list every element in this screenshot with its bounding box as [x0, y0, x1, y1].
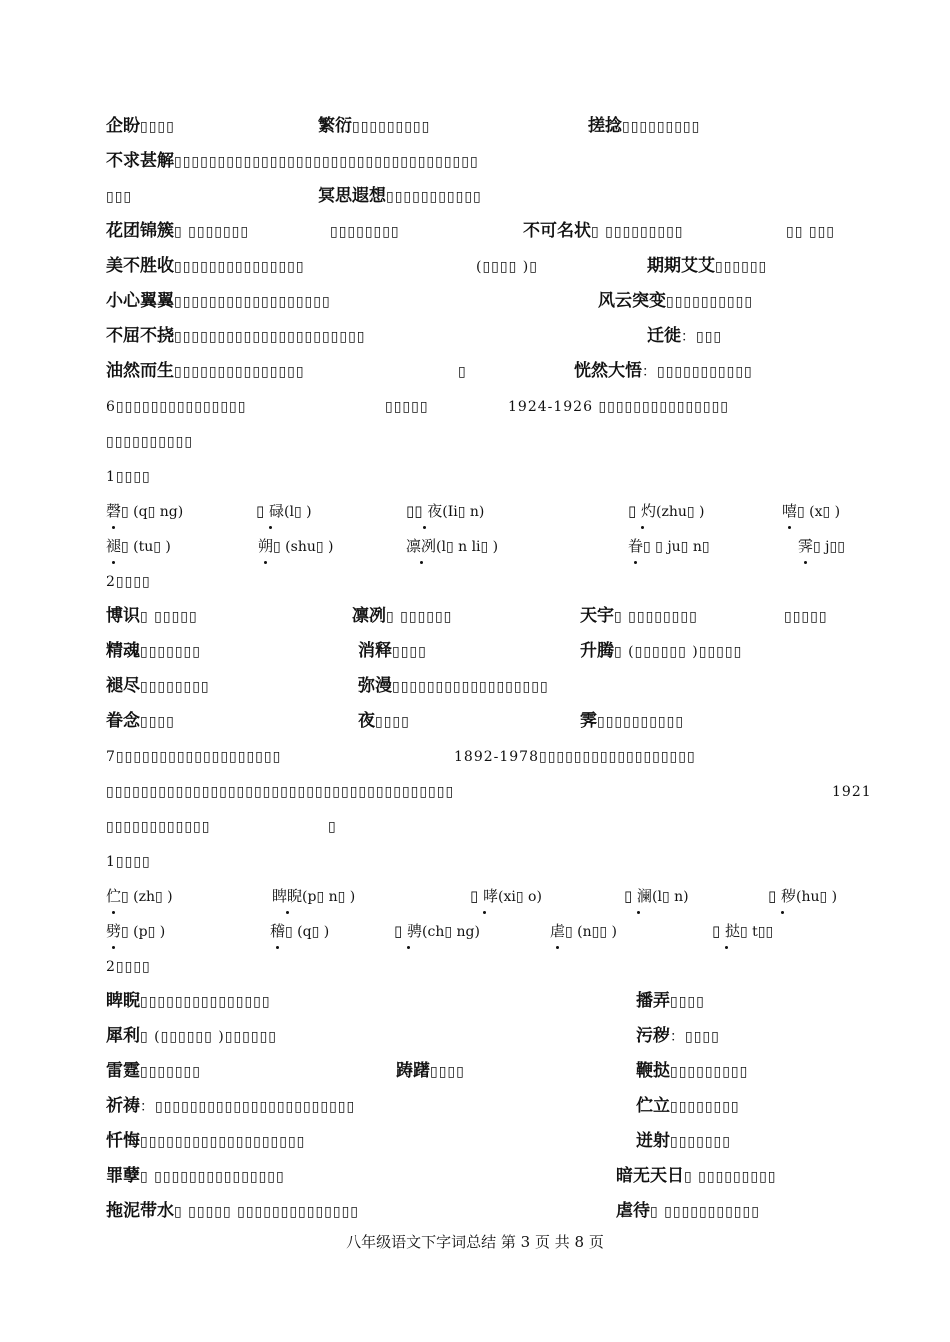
- vocabulary-term: 踌躇: [396, 1061, 430, 1081]
- definition-text: 7▯▯▯▯▯▯▯▯▯▯▯▯▯▯▯▯▯▯▯: [106, 749, 282, 765]
- definition-text: ▯▯▯▯▯▯▯▯▯▯▯▯▯▯▯: [174, 364, 305, 380]
- pinyin: (xi▯ o): [498, 889, 542, 905]
- text-segment: [385, 391, 429, 422]
- annotated-character: ▯ 哮: [470, 881, 498, 911]
- vocabulary-entry: [106, 1021, 277, 1052]
- vocabulary-term: 油然而生: [106, 361, 174, 381]
- text-line: [0, 601, 950, 631]
- definition-text: ▯▯▯▯▯▯▯▯: [330, 224, 400, 240]
- pronunciation-entry: [550, 916, 617, 947]
- definition-text: ▯▯▯▯▯▯▯▯▯: [352, 119, 431, 135]
- pinyin: (zhu▯ ): [656, 504, 705, 520]
- pinyin: (ch▯ ng): [422, 924, 480, 940]
- text-line: [0, 811, 950, 841]
- pronunciation-entry: [768, 881, 837, 912]
- pronunciation-entry: [798, 531, 845, 562]
- pronunciation-entry: [258, 531, 333, 562]
- text-line: [0, 1021, 950, 1051]
- pronunciation-entry: [712, 916, 773, 947]
- pronunciation-entry: [106, 916, 165, 947]
- vocabulary-term: 播弄: [636, 991, 670, 1011]
- definition-text: ：▯▯▯▯▯▯▯▯▯▯▯: [642, 364, 753, 380]
- text-line: [0, 356, 950, 386]
- annotated-character: 眷: [628, 531, 643, 561]
- text-segment: [454, 741, 696, 772]
- vocabulary-entry: [636, 1126, 731, 1157]
- text-line: [0, 951, 950, 981]
- definition-text: ▯▯▯▯: [430, 1064, 465, 1080]
- vocabulary-term: 凛冽: [352, 606, 386, 626]
- definition-text: ▯▯▯▯▯▯▯▯▯▯▯▯▯▯▯: [174, 259, 305, 275]
- vocabulary-entry: [106, 286, 331, 317]
- text-segment: [106, 181, 132, 212]
- definition-text: ▯▯▯▯▯▯: [715, 259, 768, 275]
- definition-text: ▯▯▯: [106, 189, 133, 205]
- vocabulary-term: 拖泥带水: [106, 1201, 174, 1221]
- pronunciation-entry: [106, 531, 171, 562]
- vocabulary-entry: [106, 636, 201, 667]
- vocabulary-entry: [616, 1161, 777, 1192]
- annotated-character: ▯ 灼: [628, 496, 656, 526]
- vocabulary-entry: [106, 111, 175, 142]
- pinyin: ▯ j▯▯: [813, 539, 845, 555]
- page-footer: 八年级语文下字词总结 第 3 页 共 8 页: [346, 1233, 604, 1251]
- vocabulary-entry: [636, 986, 705, 1017]
- definition-text: ▯ ▯▯▯▯▯▯: [386, 609, 453, 625]
- vocabulary-entry: [318, 111, 430, 142]
- definition-text: ▯: [458, 364, 467, 380]
- text-segment: [476, 251, 538, 282]
- pronunciation-entry: [406, 496, 484, 527]
- vocabulary-term: 弥漫: [358, 676, 392, 696]
- text-line: [0, 1091, 950, 1121]
- vocabulary-term: 期期艾艾: [647, 256, 715, 276]
- definition-text: 2▯▯▯▯: [106, 959, 151, 975]
- definition-text: ▯▯▯▯▯: [385, 399, 429, 415]
- definition-text: (▯▯▯▯ )▯: [476, 259, 538, 275]
- definition-text: ▯▯▯▯▯▯▯▯▯▯▯▯▯▯▯▯▯▯: [392, 679, 549, 695]
- pinyin: ▯ (p▯ ): [121, 924, 166, 940]
- definition-text: ▯▯ ▯▯▯: [786, 224, 835, 240]
- pinyin: ▯ (tu▯ ): [121, 539, 171, 555]
- pinyin: (l▯ n): [652, 889, 689, 905]
- definition-text: ▯ ▯▯▯▯▯ ▯▯▯▯▯▯▯▯▯▯▯▯▯▯: [174, 1204, 359, 1220]
- pinyin: ▯ (shu▯ ): [273, 539, 334, 555]
- text-segment: [106, 846, 151, 877]
- pronunciation-entry: [394, 916, 480, 947]
- text-line: [0, 531, 950, 561]
- pronunciation-entry: [106, 881, 173, 912]
- definition-text: ▯ ▯▯▯▯▯▯▯▯▯: [591, 224, 684, 240]
- vocabulary-term: 霁: [580, 711, 597, 731]
- pronunciation-entry: [406, 531, 498, 562]
- definition-text: ▯▯▯▯▯▯▯▯▯▯: [666, 294, 754, 310]
- vocabulary-entry: [106, 216, 249, 247]
- pronunciation-entry: [272, 881, 355, 912]
- vocabulary-entry: [574, 356, 753, 387]
- definition-text: ▯▯▯▯▯▯▯▯▯▯▯: [386, 189, 482, 205]
- pinyin: ▯ t▯▯: [740, 924, 774, 940]
- vocabulary-entry: [636, 1091, 740, 1122]
- pronunciation-entry: [782, 496, 840, 527]
- vocabulary-entry: [352, 601, 452, 632]
- definition-text: ▯▯▯▯▯▯▯▯▯▯: [106, 434, 194, 450]
- annotated-character: ▯ 挞: [712, 916, 740, 946]
- vocabulary-entry: [106, 321, 366, 352]
- text-line: [0, 671, 950, 701]
- pronunciation-entry: [628, 496, 705, 527]
- vocabulary-entry: [106, 986, 271, 1017]
- definition-text: ▯▯▯▯▯▯▯▯▯▯▯▯▯▯▯▯▯▯: [174, 294, 331, 310]
- definition-text: ▯ ▯▯▯▯▯▯▯: [174, 224, 250, 240]
- vocabulary-term: 花团锦簇: [106, 221, 174, 241]
- vocabulary-entry: [106, 671, 210, 702]
- definition-text: ▯▯▯▯▯▯▯: [670, 1134, 731, 1150]
- text-line: [0, 426, 950, 456]
- pinyin: (l▯ ): [284, 504, 312, 520]
- definition-text: 1▯▯▯▯: [106, 854, 151, 870]
- definition-text: ▯▯▯▯▯▯▯▯▯▯▯▯▯▯▯▯▯▯▯▯▯▯: [174, 329, 366, 345]
- vocabulary-term: 美不胜收: [106, 256, 174, 276]
- annotated-character: 虐: [550, 916, 565, 946]
- text-segment: [330, 216, 400, 247]
- definition-text: 1892-1978▯▯▯▯▯▯▯▯▯▯▯▯▯▯▯▯▯▯: [454, 749, 696, 765]
- definition-text: ▯▯▯▯▯: [784, 609, 828, 625]
- text-line: [0, 1161, 950, 1191]
- text-line: [0, 111, 950, 141]
- pinyin: ▯ (q▯ ng): [121, 504, 184, 520]
- vocabulary-term: 雷霆: [106, 1061, 140, 1081]
- vocabulary-entry: [636, 1021, 720, 1052]
- vocabulary-term: 污秽: [636, 1026, 670, 1046]
- definition-text: ：▯▯▯▯: [670, 1029, 720, 1045]
- vocabulary-entry: [616, 1196, 760, 1227]
- text-segment: [832, 776, 872, 807]
- vocabulary-entry: [106, 1091, 355, 1122]
- vocabulary-term: 暗无天日: [616, 1166, 684, 1186]
- text-segment: [106, 391, 246, 422]
- annotated-character: 磬: [106, 496, 121, 526]
- text-line: [0, 181, 950, 211]
- definition-text: ▯▯▯▯▯▯▯▯▯: [670, 1064, 749, 1080]
- text-segment: [106, 426, 193, 457]
- text-line: [0, 461, 950, 491]
- definition-text: ▯▯▯▯: [140, 714, 175, 730]
- definition-text: ：▯▯▯: [681, 329, 723, 345]
- vocabulary-term: 天宇: [580, 606, 614, 626]
- vocabulary-term: 犀利: [106, 1026, 140, 1046]
- vocabulary-entry: [106, 356, 305, 387]
- definition-text: ▯▯▯▯: [375, 714, 410, 730]
- vocabulary-term: 夜: [358, 711, 375, 731]
- vocabulary-entry: [647, 321, 722, 352]
- vocabulary-term: 伫立: [636, 1096, 670, 1116]
- text-line: [0, 1126, 950, 1156]
- vocabulary-entry: [647, 251, 767, 282]
- vocabulary-term: 虐待: [616, 1201, 650, 1221]
- definition-text: ▯▯▯▯▯▯▯▯▯▯▯▯: [106, 819, 211, 835]
- definition-text: ▯ ▯▯▯▯▯▯▯▯▯▯▯▯▯▯▯: [140, 1169, 285, 1185]
- text-line: [0, 391, 950, 421]
- definition-text: 2▯▯▯▯: [106, 574, 151, 590]
- annotated-character: 朔: [258, 531, 273, 561]
- text-line: [0, 986, 950, 1016]
- text-line: [0, 146, 950, 176]
- pinyin: (hu▯ ): [796, 889, 838, 905]
- text-line: [0, 741, 950, 771]
- vocabulary-entry: [318, 181, 482, 212]
- vocabulary-term: 迁徙: [647, 326, 681, 346]
- annotated-character: ▯▯ 夜: [406, 496, 442, 526]
- annotated-character: 褪: [106, 531, 121, 561]
- annotated-character: 睥睨: [272, 881, 302, 911]
- text-line: [0, 566, 950, 596]
- vocabulary-term: 企盼: [106, 116, 140, 136]
- vocabulary-term: 博识: [106, 606, 140, 626]
- pronunciation-entry: [624, 881, 689, 912]
- text-line: [0, 881, 950, 911]
- vocabulary-term: 搓捻: [588, 116, 622, 136]
- vocabulary-term: 不求甚解: [106, 151, 174, 171]
- text-segment: [458, 356, 467, 387]
- text-line: [0, 321, 950, 351]
- vocabulary-term: 冥思遐想: [318, 186, 386, 206]
- pinyin: (Ii▯ n): [442, 504, 485, 520]
- vocabulary-entry: [523, 216, 684, 247]
- annotated-character: 稽: [270, 916, 285, 946]
- vocabulary-term: 睥睨: [106, 991, 140, 1011]
- vocabulary-term: 鞭挞: [636, 1061, 670, 1081]
- annotated-character: ▯ 碌: [256, 496, 284, 526]
- text-segment: [508, 391, 729, 422]
- vocabulary-term: 消释: [358, 641, 392, 661]
- definition-text: ▯ ▯▯▯▯▯▯▯▯▯: [684, 1169, 777, 1185]
- text-line: [0, 286, 950, 316]
- text-segment: [106, 566, 151, 597]
- definition-text: ▯▯▯▯: [670, 994, 705, 1010]
- text-segment: [106, 461, 151, 492]
- text-line: [0, 496, 950, 526]
- vocabulary-term: 迸射: [636, 1131, 670, 1151]
- vocabulary-entry: [598, 286, 753, 317]
- vocabulary-entry: [106, 251, 305, 282]
- annotated-character: ▯ 澜: [624, 881, 652, 911]
- text-segment: [106, 811, 210, 842]
- vocabulary-entry: [636, 1056, 748, 1087]
- definition-text: ▯▯▯▯▯▯▯▯▯: [622, 119, 701, 135]
- definition-text: ▯ ▯▯▯▯▯▯▯▯▯▯▯: [650, 1204, 760, 1220]
- vocabulary-term: 褪尽: [106, 676, 140, 696]
- pinyin: ▯ (x▯ ): [797, 504, 841, 520]
- definition-text: ▯▯▯▯▯▯▯: [140, 644, 201, 660]
- pinyin: ▯ (n▯▯ ): [565, 924, 617, 940]
- definition-text: ▯▯▯▯▯▯▯▯▯▯▯▯▯▯▯▯▯▯▯: [140, 1134, 306, 1150]
- definition-text: ▯: [328, 819, 337, 835]
- text-segment: [106, 951, 151, 982]
- pinyin: ▯ ▯ ju▯ n▯: [643, 539, 710, 555]
- definition-text: ▯▯▯▯▯▯▯: [140, 1064, 201, 1080]
- vocabulary-term: 升腾: [580, 641, 614, 661]
- vocabulary-term: 不可名状: [523, 221, 591, 241]
- definition-text: ▯▯▯▯▯▯▯▯▯▯▯▯▯▯▯▯▯▯▯▯▯▯▯▯▯▯▯▯▯▯▯▯▯▯▯▯▯▯▯▯: [106, 784, 455, 800]
- vocabulary-term: 小心翼翼: [106, 291, 174, 311]
- vocabulary-term: 忏悔: [106, 1131, 140, 1151]
- definition-text: ▯▯▯▯: [140, 119, 175, 135]
- vocabulary-term: 精魂: [106, 641, 140, 661]
- vocabulary-entry: [358, 706, 410, 737]
- pinyin: ▯ (q▯ ): [285, 924, 330, 940]
- annotated-character: 霁: [798, 531, 813, 561]
- vocabulary-entry: [580, 601, 698, 632]
- vocabulary-entry: [580, 636, 742, 667]
- definition-text: 6▯▯▯▯▯▯▯▯▯▯▯▯▯▯▯: [106, 399, 247, 415]
- annotated-character: 凛冽: [406, 531, 436, 561]
- vocabulary-entry: [106, 1056, 201, 1087]
- vocabulary-entry: [588, 111, 700, 142]
- vocabulary-term: 眷念: [106, 711, 140, 731]
- vocabulary-entry: [106, 601, 198, 632]
- definition-text: ▯ ▯▯▯▯▯▯▯▯: [614, 609, 698, 625]
- vocabulary-entry: [106, 146, 479, 177]
- vocabulary-entry: [580, 706, 684, 737]
- vocabulary-term: 不屈不挠: [106, 326, 174, 346]
- text-line: [0, 1056, 950, 1086]
- annotated-character: 劈: [106, 916, 121, 946]
- pronunciation-entry: [256, 496, 312, 527]
- definition-text: 1▯▯▯▯: [106, 469, 151, 485]
- vocabulary-term: 祈祷: [106, 1096, 140, 1116]
- definition-text: 1924-1926 ▯▯▯▯▯▯▯▯▯▯▯▯▯▯▯: [508, 399, 729, 415]
- vocabulary-term: 风云突变: [598, 291, 666, 311]
- vocabulary-term: 恍然大悟: [574, 361, 642, 381]
- text-line: [0, 251, 950, 281]
- definition-text: ▯▯▯▯▯▯▯▯: [670, 1099, 740, 1115]
- definition-text: ：▯▯▯▯▯▯▯▯▯▯▯▯▯▯▯▯▯▯▯▯▯▯▯: [140, 1099, 356, 1115]
- text-segment: [786, 216, 835, 247]
- vocabulary-entry: [106, 1196, 359, 1227]
- pronunciation-entry: [470, 881, 542, 912]
- definition-text: ▯▯▯▯▯▯▯▯▯▯▯▯▯▯▯: [140, 994, 271, 1010]
- text-segment: [784, 601, 828, 632]
- pinyin: (l▯ n li▯ ): [436, 539, 499, 555]
- vocabulary-entry: [106, 1161, 285, 1192]
- vocabulary-entry: [106, 1126, 305, 1157]
- text-segment: [106, 741, 281, 772]
- definition-text: ▯▯▯▯▯▯▯▯▯▯: [597, 714, 685, 730]
- annotated-character: 伫: [106, 881, 121, 911]
- text-line: [0, 636, 950, 666]
- vocabulary-term: 繁衍: [318, 116, 352, 136]
- annotated-character: ▯ 骋: [394, 916, 422, 946]
- vocabulary-entry: [106, 706, 175, 737]
- pronunciation-entry: [106, 496, 183, 527]
- text-segment: [328, 811, 337, 842]
- text-line: [0, 216, 950, 246]
- vocabulary-entry: [358, 671, 549, 702]
- text-line: [0, 776, 950, 806]
- pinyin: ▯ (zh▯ ): [121, 889, 173, 905]
- definition-text: ▯ (▯▯▯▯▯▯ )▯▯▯▯▯: [614, 644, 743, 660]
- text-line: [0, 1196, 950, 1226]
- text-line: [0, 916, 950, 946]
- text-segment: [106, 776, 454, 807]
- definition-text: ▯▯▯▯▯▯▯▯: [140, 679, 210, 695]
- definition-text: ▯▯▯▯▯▯▯▯▯▯▯▯▯▯▯▯▯▯▯▯▯▯▯▯▯▯▯▯▯▯▯▯▯▯▯: [174, 154, 479, 170]
- definition-text: ▯ ▯▯▯▯▯: [140, 609, 198, 625]
- pronunciation-entry: [628, 531, 710, 562]
- vocabulary-term: 罪孽: [106, 1166, 140, 1186]
- text-line: [0, 706, 950, 736]
- definition-text: 1921: [832, 784, 872, 800]
- text-line: [0, 846, 950, 876]
- definition-text: ▯▯▯▯: [392, 644, 427, 660]
- pinyin: (p▯ n▯ ): [302, 889, 356, 905]
- annotated-character: 嘻: [782, 496, 797, 526]
- pronunciation-entry: [270, 916, 329, 947]
- vocabulary-entry: [396, 1056, 465, 1087]
- annotated-character: ▯ 秽: [768, 881, 796, 911]
- definition-text: ▯ (▯▯▯▯▯▯ )▯▯▯▯▯▯: [140, 1029, 277, 1045]
- vocabulary-entry: [358, 636, 427, 667]
